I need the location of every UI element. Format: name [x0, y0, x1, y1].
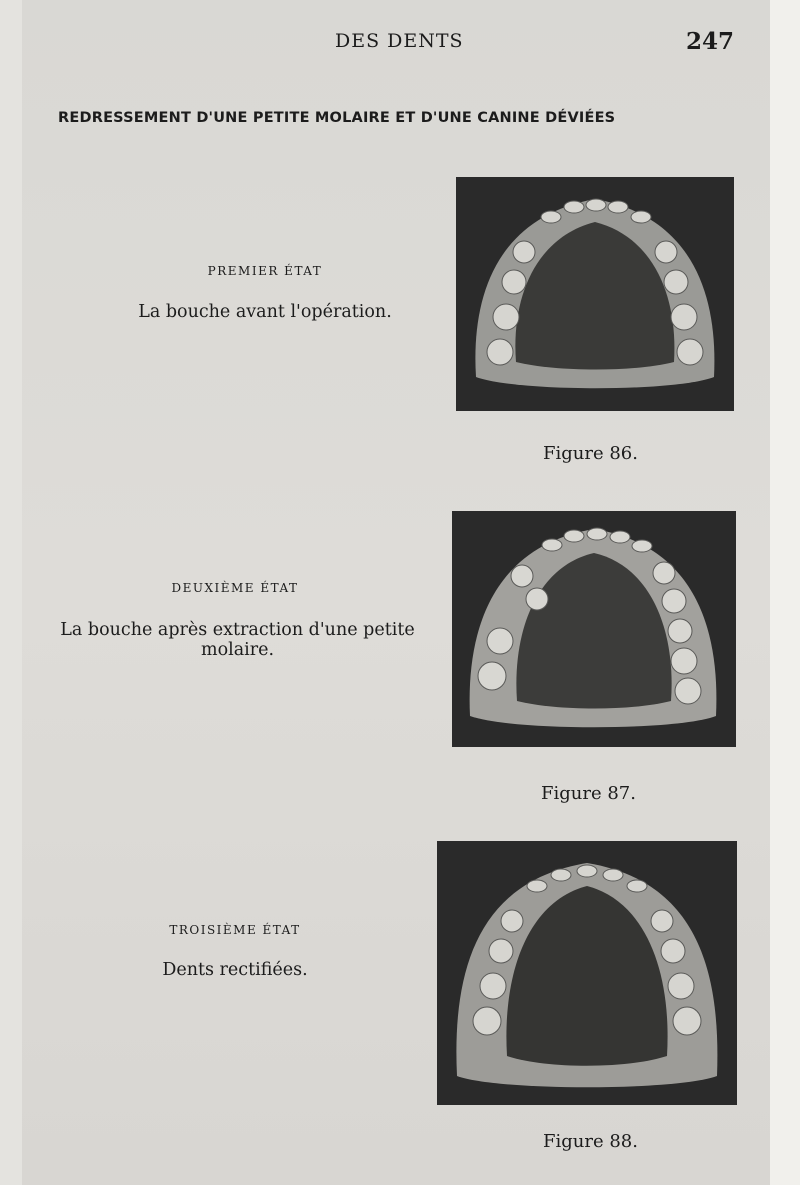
running-head: DES DENTS	[335, 30, 464, 52]
figure-86-dental-cast-image	[456, 177, 734, 411]
figure-caption-88: Figure 88.	[543, 1131, 638, 1152]
state-label-1: PREMIER ÉTAT	[207, 264, 323, 278]
figure-87-dental-cast-image	[452, 511, 736, 747]
figure-88-dental-cast-image	[437, 841, 737, 1105]
state-description-3: Dents rectifiées.	[162, 960, 308, 980]
state-description-1: La bouche avant l'opération.	[138, 302, 392, 322]
figure-caption-86: Figure 86.	[543, 443, 638, 464]
state-label-3: TROISIÈME ÉTAT	[169, 923, 301, 937]
page-edge	[770, 0, 800, 1185]
state-label-2: DEUXIÈME ÉTAT	[171, 581, 299, 595]
state-description-2-line-1: La bouche après extraction d'une petite	[60, 620, 415, 640]
figure-caption-87: Figure 87.	[541, 783, 636, 804]
state-description-2-line-2: molaire.	[200, 640, 275, 660]
page-number: 247	[686, 28, 735, 55]
plate-title: REDRESSEMENT D'UNE PETITE MOLAIRE ET D'UNE CANINE DÉVIÉES	[58, 110, 616, 126]
